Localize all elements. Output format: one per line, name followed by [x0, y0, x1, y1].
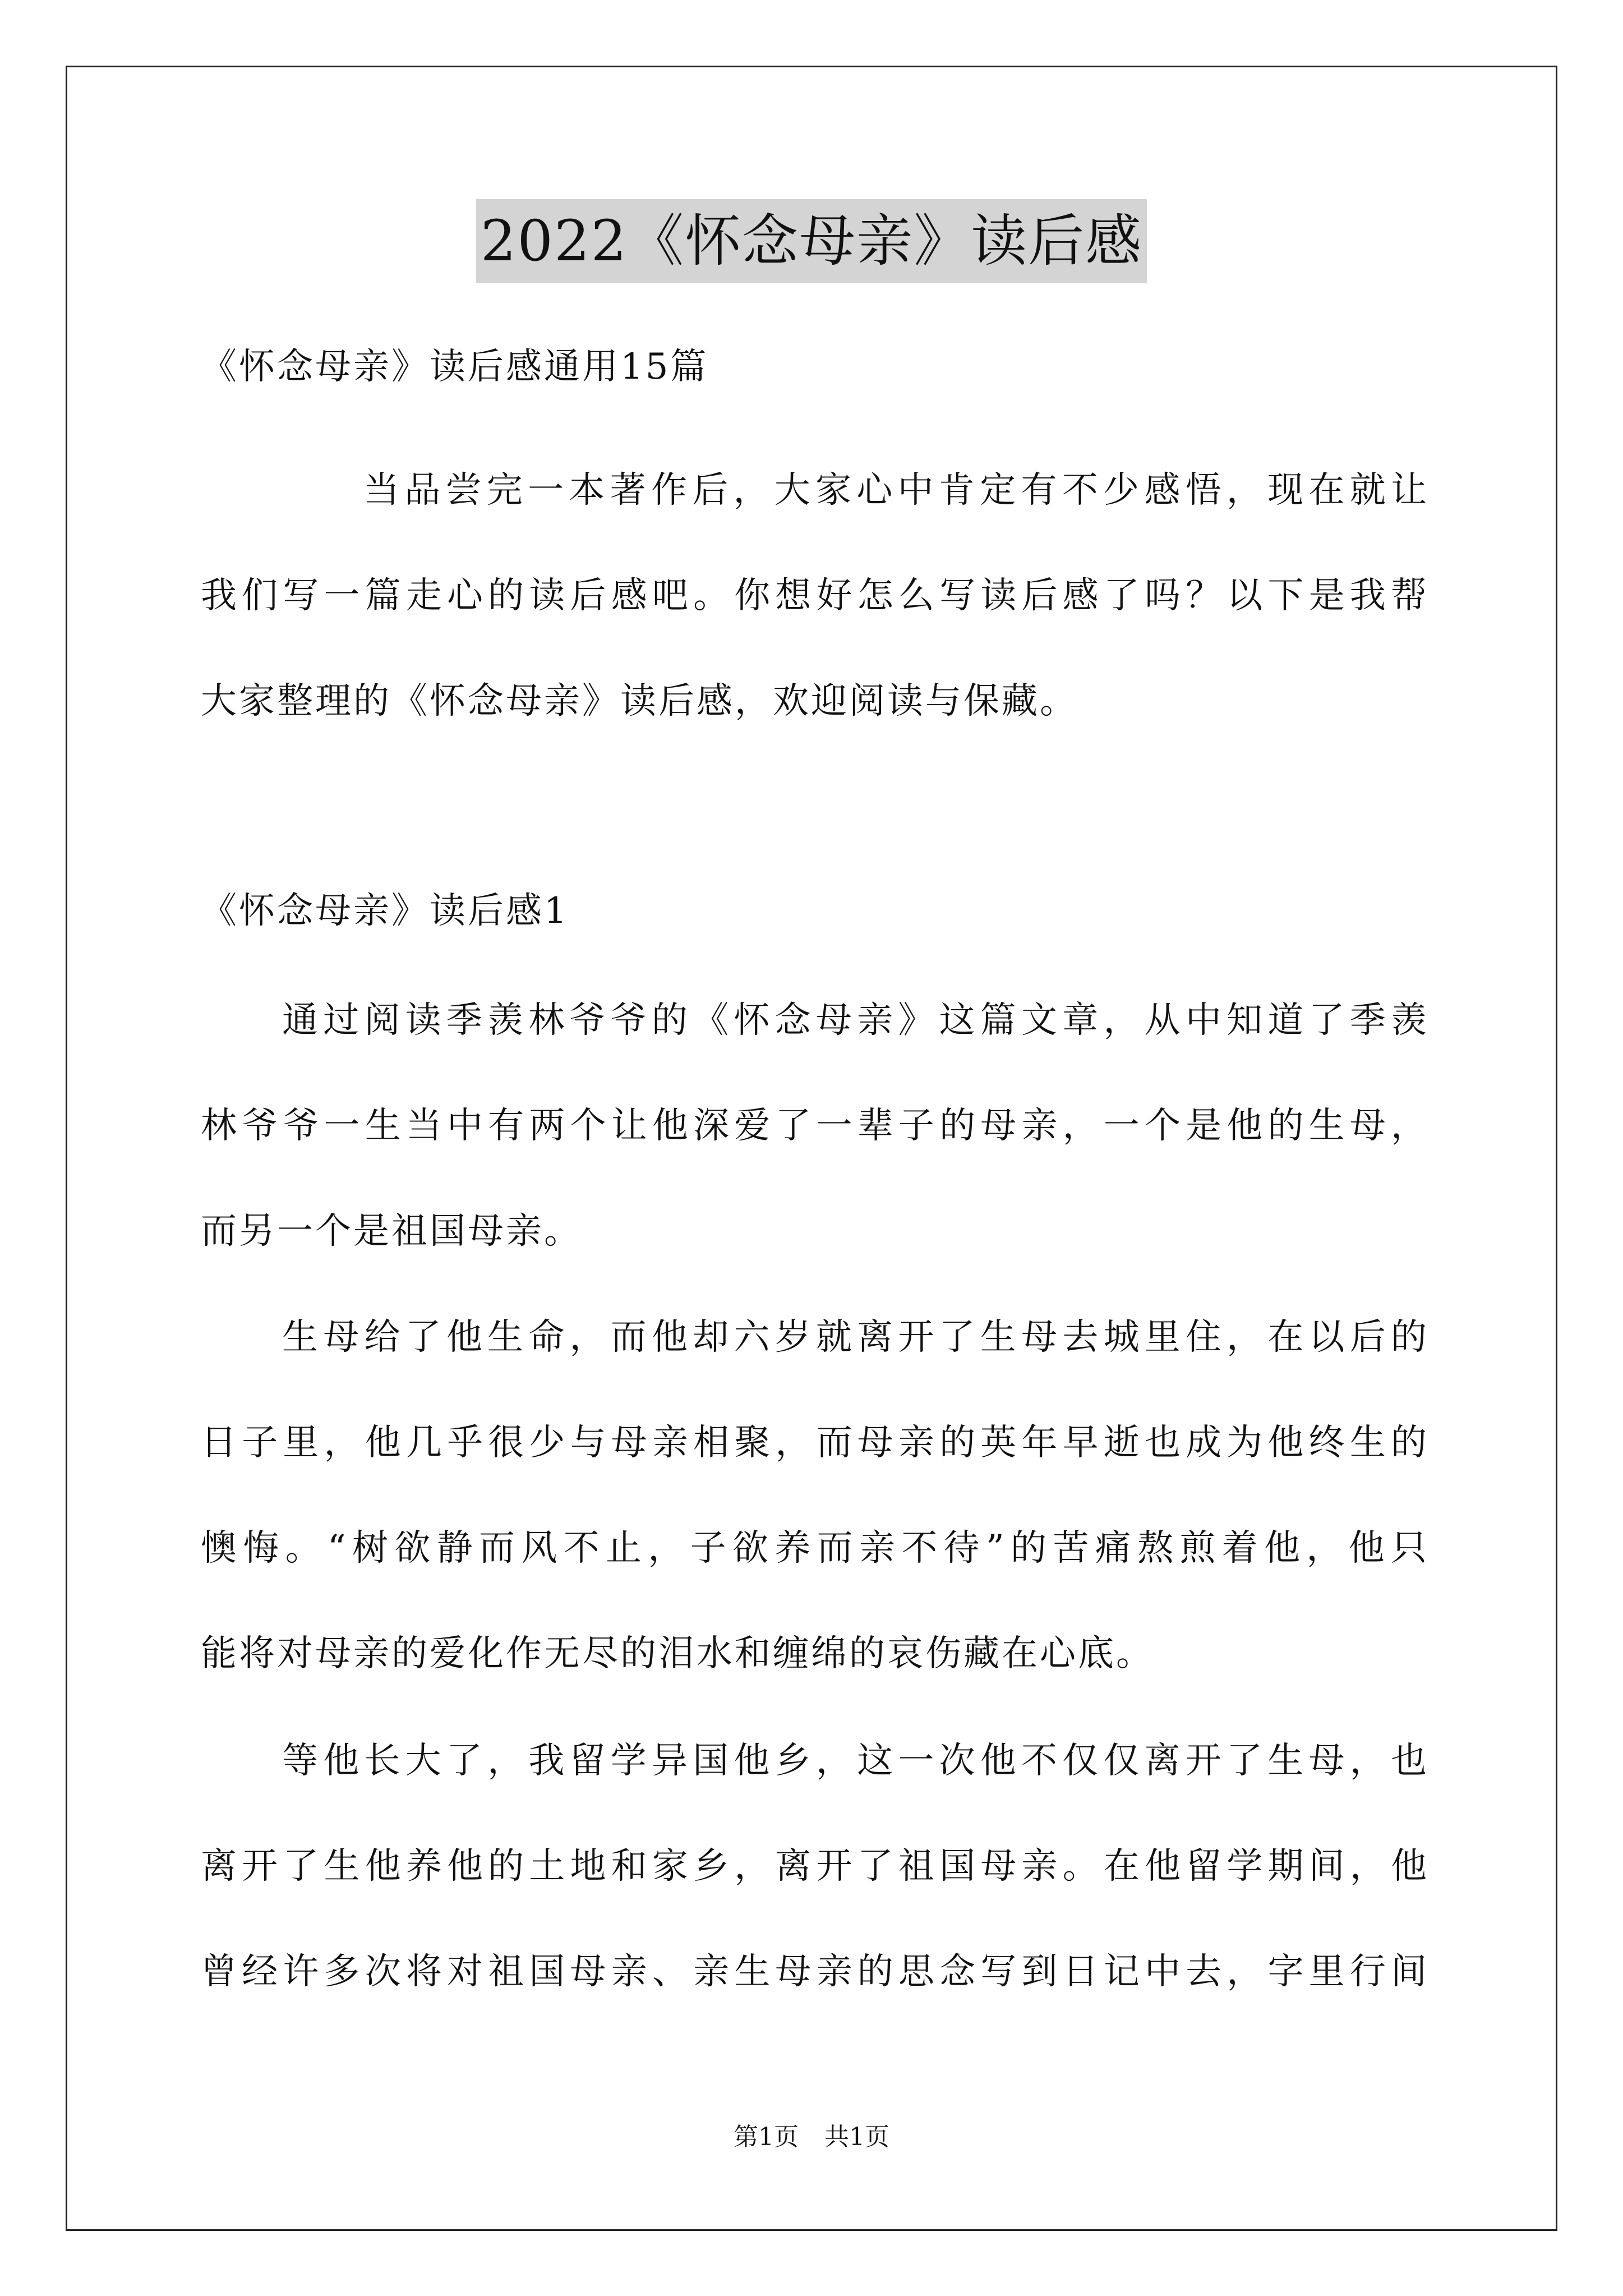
intro-paragraph	[201, 438, 1429, 754]
intro-line: 大家整理的《怀念母亲》读后感，欢迎阅读与保藏。	[201, 680, 1078, 722]
section-heading-block	[201, 858, 1429, 964]
paragraph-line: 而另一个是祖国母亲。	[201, 1211, 582, 1252]
paragraph-2	[201, 1285, 1429, 1706]
paragraph-1	[201, 968, 1429, 1284]
paragraph-line: 等他长大了，我留学异国他乡，这一次他不仅仅离开了生母，也	[282, 1740, 1429, 1782]
paragraph-line: 通过阅读季羡林爷爷的《怀念母亲》这篇文章，从中知道了季羡	[282, 1000, 1429, 1041]
section-heading: 《怀念母亲》读后感1	[201, 890, 569, 932]
page-footer	[0, 2120, 1623, 2154]
paragraph-line: 懊悔。“树欲静而风不止，子欲养而亲不待”的苦痛熬煎着他，他只	[201, 1527, 1429, 1569]
intro-line: 当品尝完一本著作后，大家心中肯定有不少感悟，现在就让	[363, 470, 1429, 511]
paragraph-line: 林爷爷一生当中有两个让他深爱了一辈子的母亲，一个是他的生母，	[201, 1105, 1429, 1147]
paragraph-line: 曾经许多次将对祖国母亲、亲生母亲的思念写到日记中去，字里行间	[201, 1951, 1429, 1993]
title-container	[0, 199, 1623, 283]
subtitle-block	[201, 314, 1429, 420]
page-total: 共1页	[824, 2123, 889, 2151]
paragraph-line: 日子里，他几乎很少与母亲相聚，而母亲的英年早逝也成为他终生的	[201, 1422, 1429, 1464]
paragraph-line: 离开了生他养他的土地和家乡，离开了祖国母亲。在他留学期间，他	[201, 1846, 1429, 1887]
document-subtitle: 《怀念母亲》读后感通用15篇	[201, 346, 709, 388]
document-title: 2022《怀念母亲》读后感	[476, 199, 1147, 283]
paragraph-line: 能将对母亲的爱化作无尽的泪水和缠绵的哀伤藏在心底。	[201, 1633, 1154, 1674]
paragraph-3	[201, 1708, 1429, 2024]
paragraph-line: 生母给了他生命，而他却六岁就离开了生母去城里住，在以后的	[282, 1317, 1429, 1358]
intro-line: 我们写一篇走心的读后感吧。你想好怎么写读后感了吗？以下是我帮	[201, 575, 1429, 616]
page-number: 第1页	[734, 2123, 799, 2151]
